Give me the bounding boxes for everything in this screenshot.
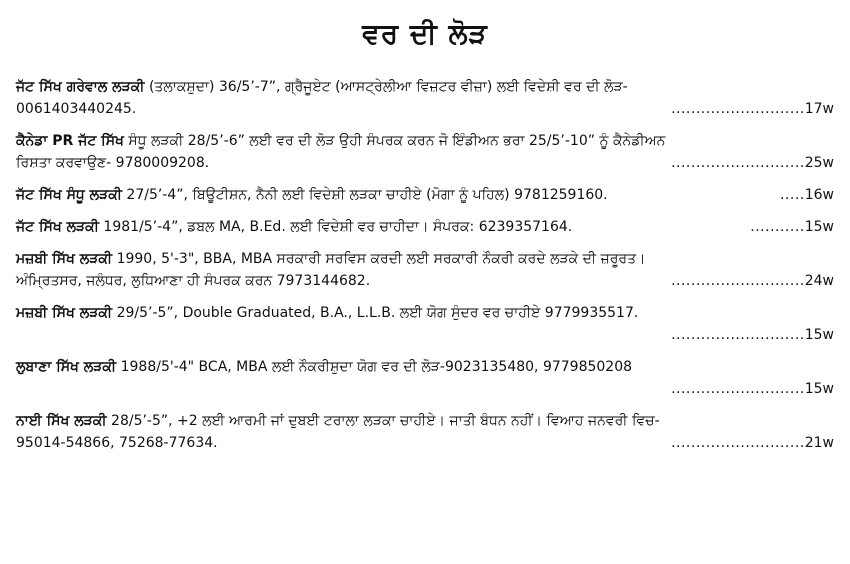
listing-item bbox=[16, 248, 834, 292]
listing-code: 17w bbox=[804, 101, 834, 117]
listing-tail bbox=[671, 152, 834, 174]
leader-dots: ..... bbox=[779, 187, 805, 203]
listing-text bbox=[16, 76, 628, 98]
listing-line bbox=[16, 378, 834, 400]
listing-line bbox=[16, 130, 834, 152]
listing-line bbox=[16, 432, 834, 454]
listing-body: 27/5’-4”, ਬਿਊਟੀਸ਼ਨ, ਨੈਨੀ ਲਈ ਵਿਦੇਸ਼ੀ ਲੜਕਾ ਚਾਹੀਏ (ਮੋਗਾ ਨੂੰ ਪਹਿਲ) 9781259160. bbox=[126, 187, 608, 203]
listing-line bbox=[16, 302, 834, 324]
listing-line bbox=[16, 270, 834, 292]
listing-heading: ਜੱਟ ਸਿੱਖ ਸੰਧੂ ਲੜਕੀ bbox=[16, 187, 122, 203]
listing-tail bbox=[750, 216, 834, 238]
listing-text bbox=[16, 216, 572, 238]
listing-line bbox=[16, 76, 834, 98]
listing-contact: ਅੰਮ੍ਰਿਤਸਰ, ਜਲੰਧਰ, ਲੁਧਿਆਣਾ ਹੀ ਸੰਪਰਕ ਕਰਨ 7973144682. bbox=[16, 273, 371, 289]
listing-contact: 95014-54866, 75268-77634. bbox=[16, 435, 218, 451]
classified-listings bbox=[16, 76, 834, 464]
listing-item bbox=[16, 184, 834, 206]
listing-heading: ਨਾਈ ਸਿੱਖ ਲੜਕੀ bbox=[16, 413, 107, 429]
listing-code: 15w bbox=[804, 327, 834, 343]
leader-dots: ........................... bbox=[671, 435, 805, 451]
listing-heading: ਲੁਬਾਣਾ ਸਿੱਖ ਲੜਕੀ bbox=[16, 359, 117, 375]
listing-contact: ਰਿਸ਼ਤਾ ਕਰਵਾਉਣ- 9780009208. bbox=[16, 155, 210, 171]
listing-body: 28/5’-5”, +2 ਲਈ ਆਰਮੀ ਜਾਂ ਦੁਬਈ ਟਰਾਲਾ ਲੜਕਾ ਚਾਹੀਏ। ਜਾਤੀ ਬੰਧਨ ਨਹੀਂ। ਵਿਆਹ ਜਨਵਰੀ ਵਿਚ- bbox=[111, 413, 660, 429]
listing-heading: ਮਜ਼ਬੀ ਸਿੱਖ ਲੜਕੀ bbox=[16, 305, 113, 321]
listing-body: 29/5’-5”, Double Graduated, B.A., L.L.B. ਲਈ ਯੋਗ ਸੁੰਦਰ ਵਰ ਚਾਹੀਏ 9779935517. bbox=[116, 305, 639, 321]
listing-heading: ਕੈਨੇਡਾ PR ਜੱਟ ਸਿੱਖ bbox=[16, 133, 124, 149]
listing-code: 24w bbox=[804, 273, 834, 289]
listing-line bbox=[16, 248, 834, 270]
listing-body: (ਤਲਾਕਸ਼ੁਦਾ) 36/5’-7”, ਗ੍ਰੈਜੂਏਟ (ਆਸਟ੍ਰੇਲੀਆ ਵਿਜ਼ਟਰ ਵੀਜ਼ਾ) ਲਈ ਵਿਦੇਸ਼ੀ ਵਰ ਦੀ ਲੋੜ- bbox=[148, 79, 628, 95]
listing-code: 16w bbox=[804, 187, 834, 203]
listing-tail bbox=[671, 98, 834, 120]
listing-code: 21w bbox=[804, 435, 834, 451]
listing-line bbox=[16, 152, 834, 174]
listing-item bbox=[16, 130, 834, 174]
listing-body: ਸੰਧੂ ਲੜਕੀ 28/5’-6” ਲਈ ਵਰ ਦੀ ਲੋੜ ਉਹੀ ਸੰਪਰਕ ਕਰਨ ਜੋ ਇੰਡੀਅਨ ਭਰਾ 25/5’-10” ਨੂੰ ਕੈਨੇਡੀਅਨ bbox=[128, 133, 666, 149]
listing-item bbox=[16, 302, 834, 346]
listing-text bbox=[16, 184, 608, 206]
listing-body: 1988/5'-4" BCA, MBA ਲਈ ਨੌਕਰੀਸ਼ੁਦਾ ਯੋਗ ਵਰ ਦੀ ਲੋੜ-9023135480, 9779850208 bbox=[120, 359, 633, 375]
leader-dots: ........................... bbox=[671, 327, 805, 343]
leader-dots: ........... bbox=[750, 219, 805, 235]
listing-item bbox=[16, 76, 834, 120]
listing-tail bbox=[671, 324, 834, 346]
listing-line bbox=[16, 410, 834, 432]
leader-dots: ........................... bbox=[671, 155, 805, 171]
listing-line bbox=[16, 356, 834, 378]
leader-dots: ........................... bbox=[671, 101, 805, 117]
listing-heading: ਜੱਟ ਸਿੱਖ ਗਰੇਵਾਲ ਲੜਕੀ bbox=[16, 79, 145, 95]
listing-item bbox=[16, 410, 834, 454]
listing-item bbox=[16, 216, 834, 238]
listing-text bbox=[16, 356, 632, 378]
listing-text bbox=[16, 410, 660, 432]
listing-tail bbox=[671, 378, 834, 400]
listing-heading: ਮਜ਼ਬੀ ਸਿੱਖ ਲੜਕੀ bbox=[16, 251, 113, 267]
listing-body: 1981/5’-4”, ਡਬਲ MA, B.Ed. ਲਈ ਵਿਦੇਸ਼ੀ ਵਰ ਚਾਹੀਦਾ। ਸੰਪਰਕ: 6239357164. bbox=[103, 219, 573, 235]
listing-text bbox=[16, 130, 665, 152]
listing-line bbox=[16, 98, 834, 120]
listing-contact: 0061403440245. bbox=[16, 101, 137, 117]
listing-line bbox=[16, 184, 834, 206]
leader-dots: ........................... bbox=[671, 273, 805, 289]
listing-code: 15w bbox=[804, 381, 834, 397]
listing-code: 15w bbox=[804, 219, 834, 235]
leader-dots: ........................... bbox=[671, 381, 805, 397]
page-title: ਵਰ ਦੀ ਲੋੜ bbox=[362, 17, 488, 50]
listing-tail bbox=[671, 270, 834, 292]
listing-code: 25w bbox=[804, 155, 834, 171]
listing-body: 1990, 5'-3", BBA, MBA ਸਰਕਾਰੀ ਸਰਵਿਸ ਕਰਦੀ ਲਈ ਸਰਕਾਰੀ ਨੌਕਰੀ ਕਰਦੇ ਲੜਕੇ ਦੀ ਜ਼ਰੂਰਤ। bbox=[116, 251, 646, 267]
listing-line bbox=[16, 216, 834, 238]
listing-text bbox=[16, 248, 645, 270]
listing-tail bbox=[780, 184, 834, 206]
listing-tail bbox=[671, 432, 834, 454]
listing-text bbox=[16, 302, 638, 324]
listing-item bbox=[16, 356, 834, 400]
listing-heading: ਜੱਟ ਸਿੱਖ ਲੜਕੀ bbox=[16, 219, 99, 235]
listing-line bbox=[16, 324, 834, 346]
